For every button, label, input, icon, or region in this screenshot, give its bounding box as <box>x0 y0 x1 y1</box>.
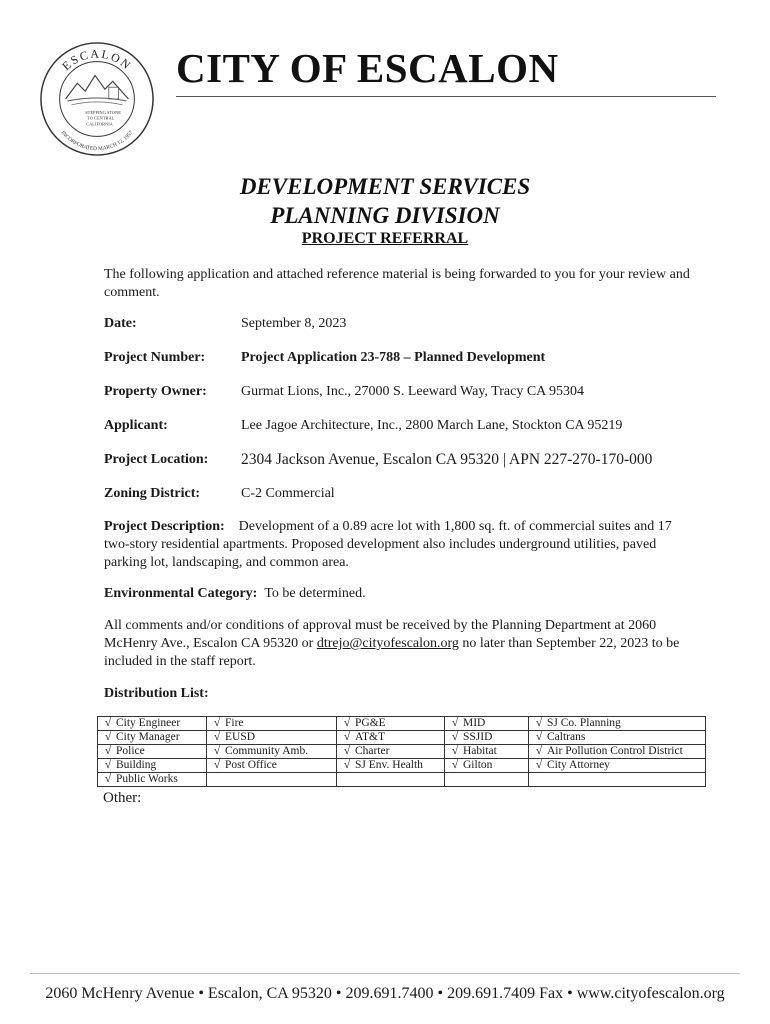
applicant-value: Lee Jagoe Architecture, Inc., 2800 March Lane, Stockton CA 95219 <box>241 418 623 433</box>
distribution-cell <box>445 759 529 773</box>
distribution-cell <box>207 759 337 773</box>
distribution-recipient: City Engineer <box>116 717 181 729</box>
seal-inner-line-2: TO CENTRAL <box>87 115 115 121</box>
checkmark-icon: √ <box>213 759 221 771</box>
checkmark-icon: √ <box>343 731 351 743</box>
distribution-cell <box>445 745 529 759</box>
distribution-recipient: SJ Env. Health <box>355 759 423 771</box>
distribution-cell <box>529 717 706 731</box>
distribution-cell <box>445 731 529 745</box>
project-description <box>104 518 694 572</box>
distribution-cell <box>337 773 445 787</box>
distribution-recipient: EUSD <box>225 731 256 743</box>
distribution-recipient: Police <box>116 745 145 757</box>
distribution-cell <box>529 731 706 745</box>
project-location-value: 2304 Jackson Avenue, Escalon CA 95320 | APN 227-270-170-000 <box>241 451 653 468</box>
distribution-cell <box>529 745 706 759</box>
distribution-recipient: Gilton <box>463 759 493 771</box>
distribution-recipient: SSJID <box>463 731 493 743</box>
distribution-recipient: AT&T <box>355 731 386 743</box>
checkmark-icon: √ <box>535 745 543 757</box>
project-location-label: Project Location: <box>104 452 209 467</box>
distribution-recipient: Post Office <box>225 759 277 771</box>
footer-contact-line: 2060 McHenry Avenue • Escalon, CA 95320 • 209.691.7400 • 209.691.7409 Fax • www.cityofescalon.org <box>45 985 725 1002</box>
distribution-cell <box>337 745 445 759</box>
distribution-recipient: SJ Co. Planning <box>547 717 621 729</box>
distribution-cell <box>98 759 207 773</box>
checkmark-icon: √ <box>343 745 351 757</box>
distribution-recipient: City Attorney <box>547 759 610 771</box>
header-divider <box>176 96 716 97</box>
distribution-row <box>98 759 706 773</box>
distribution-cell <box>207 731 337 745</box>
distribution-row <box>98 773 706 787</box>
checkmark-icon: √ <box>451 759 459 771</box>
distribution-cell <box>445 773 529 787</box>
distribution-recipient: MID <box>463 717 486 729</box>
distribution-cell <box>529 773 706 787</box>
distribution-cell <box>207 773 337 787</box>
distribution-row <box>98 731 706 745</box>
seal-inner-line-3: CALIFORNIA <box>86 121 113 127</box>
distribution-cell <box>337 759 445 773</box>
checkmark-icon: √ <box>343 759 351 771</box>
comments-text-before: All comments and/or conditions of approval must be received by the Planning Department at 2060 McHenry Ave., Escalon CA 95320 or <box>104 618 657 651</box>
planning-email-link[interactable]: dtrejo@cityofescalon.org <box>316 636 459 651</box>
checkmark-icon: √ <box>343 717 351 729</box>
checkmark-icon: √ <box>104 745 112 757</box>
checkmark-icon: √ <box>451 731 459 743</box>
project-number-value: Project Application 23-788 – Planned Development <box>241 350 546 365</box>
document-type-heading: PROJECT REFERRAL <box>301 230 469 247</box>
distribution-recipient: Community Amb. <box>225 745 309 757</box>
distribution-table <box>97 716 706 787</box>
distribution-cell <box>529 759 706 773</box>
checkmark-icon: √ <box>535 759 543 771</box>
project-description-label: Project Description: <box>104 519 225 534</box>
distribution-recipient: PG&E <box>355 717 386 729</box>
distribution-cell <box>98 745 207 759</box>
seal-bottom-text: INCORPORATED MARCH 12, 1957 <box>59 129 135 153</box>
date-value: September 8, 2023 <box>241 316 347 331</box>
intro-paragraph: The following application and attached reference material is being forwarded to you for your review and comment. <box>104 267 690 300</box>
distribution-row <box>98 717 706 731</box>
checkmark-icon: √ <box>535 731 543 743</box>
distribution-row <box>98 745 706 759</box>
distribution-recipient: Public Works <box>116 773 178 785</box>
project-description-text: Development of a 0.89 acre lot with 1,800 sq. ft. of commercial suites and 17 two-story residential apartments. Proposed development also includes underground utilities, paved parking lot, landscaping, and common area. <box>104 519 672 570</box>
distribution-cell <box>337 731 445 745</box>
environmental-category-value: To be determined. <box>264 586 366 601</box>
checkmark-icon: √ <box>535 717 543 729</box>
distribution-recipient: Air Pollution Control District <box>547 745 683 757</box>
environmental-category <box>104 585 694 603</box>
city-title: CITY OF ESCALON <box>176 45 559 91</box>
project-number-label: Project Number: <box>104 350 206 365</box>
distribution-cell <box>445 717 529 731</box>
checkmark-icon: √ <box>451 745 459 757</box>
distribution-list-heading: Distribution List: <box>104 686 209 701</box>
seal-inner-line-1: STEPPING STONE <box>85 109 121 115</box>
distribution-recipient: Caltrans <box>547 731 586 743</box>
checkmark-icon: √ <box>104 731 112 743</box>
applicant-label: Applicant: <box>104 418 168 433</box>
property-owner-value: Gurmat Lions, Inc., 27000 S. Leeward Way, Tracy CA 95304 <box>241 384 584 399</box>
checkmark-icon: √ <box>213 745 221 757</box>
distribution-cell <box>207 717 337 731</box>
distribution-cell <box>98 717 207 731</box>
distribution-recipient: Habitat <box>463 745 497 757</box>
distribution-recipient: Fire <box>225 717 244 729</box>
property-owner-label: Property Owner: <box>104 384 207 399</box>
footer-divider <box>30 973 740 974</box>
distribution-recipient: City Manager <box>116 731 180 743</box>
city-seal-logo <box>38 40 156 158</box>
zoning-district-label: Zoning District: <box>104 486 201 501</box>
distribution-cell <box>98 731 207 745</box>
svg-text:ESCALON <box>59 47 135 74</box>
other-label: Other: <box>103 790 142 806</box>
date-label: Date: <box>104 316 137 331</box>
distribution-cell <box>207 745 337 759</box>
checkmark-icon: √ <box>451 717 459 729</box>
environmental-category-label: Environmental Category: <box>104 586 258 601</box>
distribution-recipient: Charter <box>355 745 390 757</box>
comments-deadline-paragraph <box>104 617 694 671</box>
distribution-recipient: Building <box>116 759 157 771</box>
division-heading: PLANNING DIVISION <box>270 203 500 228</box>
seal-top-text: ESCALON <box>59 46 135 74</box>
checkmark-icon: √ <box>104 717 112 729</box>
checkmark-icon: √ <box>104 759 112 771</box>
checkmark-icon: √ <box>104 773 112 785</box>
checkmark-icon: √ <box>213 731 221 743</box>
department-heading: DEVELOPMENT SERVICES <box>239 174 531 199</box>
zoning-district-value: C-2 Commercial <box>241 486 335 501</box>
comments-text-after: no later than September 22, 2023 to be included in the staff report. <box>104 636 680 669</box>
checkmark-icon: √ <box>213 717 221 729</box>
distribution-cell <box>337 717 445 731</box>
distribution-cell <box>98 773 207 787</box>
